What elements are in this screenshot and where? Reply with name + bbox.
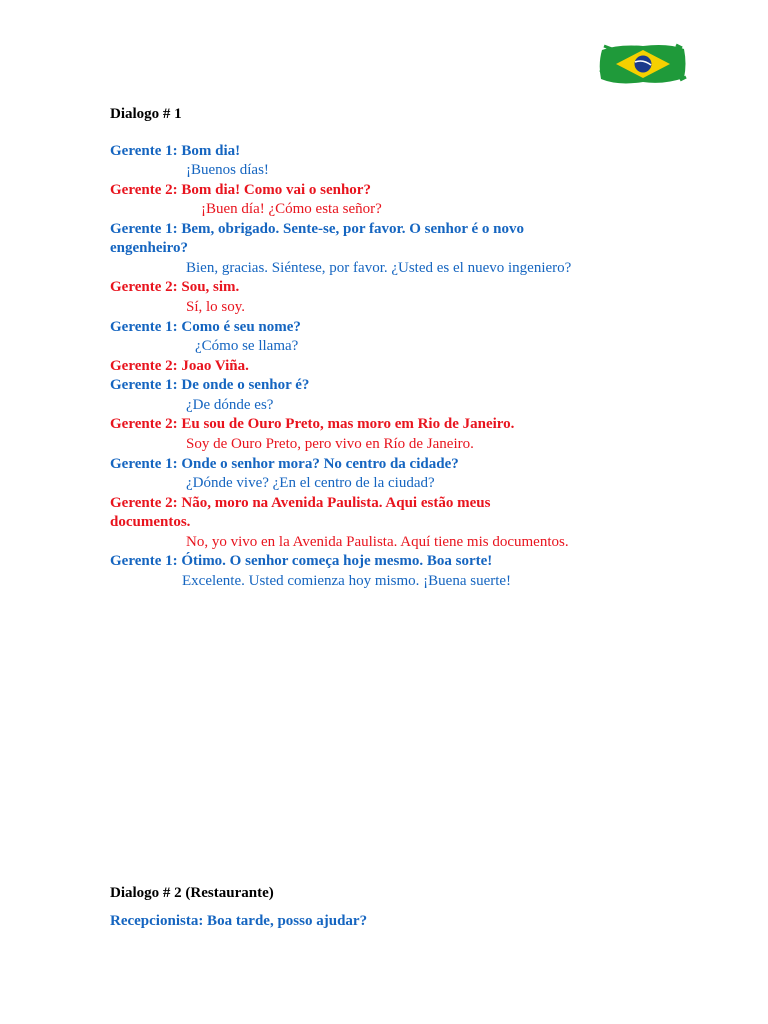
dialog1-line5-pt: Gerente 1: Como é seu nome?	[110, 319, 301, 335]
dialog1-line6-pt: Gerente 2: Joao Viña.	[110, 358, 249, 374]
dialog2-line1-pt: Recepcionista: Boa tarde, posso ajudar?	[110, 913, 368, 929]
dialog2-title: Dialogo # 2 (Restaurante)	[110, 885, 274, 901]
brazil-flag-icon	[598, 40, 688, 88]
dialog1-line7-pt: Gerente 1: De onde o senhor é?	[110, 377, 310, 393]
dialog1-line3-pt-cont: engenheiro?	[110, 240, 189, 256]
dialog1-line11-es: Excelente. Usted comienza hoy mismo. ¡Buena suerte!	[182, 573, 512, 589]
dialog1-line10-pt: Gerente 2: Não, moro na Avenida Paulista. Aqui estão meus	[110, 495, 491, 511]
dialog1-line1-es: ¡Buenos días!	[186, 162, 269, 178]
dialog1-line1-pt: Gerente 1: Bom dia!	[110, 143, 241, 159]
dialog1-line3-pt: Gerente 1: Bem, obrigado. Sente-se, por favor. O senhor é o novo	[110, 221, 525, 237]
dialog1-line2-es: ¡Buen día! ¿Cómo esta señor?	[201, 201, 382, 217]
dialog1-line7-es: ¿De dónde es?	[186, 397, 274, 413]
dialog1-title: Dialogo # 1	[110, 106, 182, 122]
dialog1-line8-pt: Gerente 2: Eu sou de Ouro Preto, mas moro em Rio de Janeiro.	[110, 416, 515, 432]
dialog1-line10-es: No, yo vivo en la Avenida Paulista. Aquí tiene mis documentos.	[186, 534, 569, 550]
dialog1-line8-es: Soy de Ouro Preto, pero vivo en Río de Janeiro.	[186, 436, 474, 452]
dialog1-line2-pt: Gerente 2: Bom dia! Como vai o senhor?	[110, 182, 371, 198]
dialog1-line11-pt: Gerente 1: Ótimo. O senhor começa hoje mesmo. Boa sorte!	[110, 553, 493, 569]
dialog1-line5-es: ¿Cómo se llama?	[195, 338, 299, 354]
dialog1-line4-pt: Gerente 2: Sou, sim.	[110, 279, 240, 295]
dialog1-line9-es: ¿Dónde vive? ¿En el centro de la ciudad?	[186, 475, 435, 491]
dialog1-line10-pt-cont: documentos.	[110, 514, 191, 530]
dialog1-line4-es: Sí, lo soy.	[186, 299, 246, 315]
dialog1-line9-pt: Gerente 1: Onde o senhor mora? No centro da cidade?	[110, 456, 459, 472]
dialog1-line3-es: Bien, gracias. Siéntese, por favor. ¿Usted es el nuevo ingeniero?	[186, 260, 572, 276]
